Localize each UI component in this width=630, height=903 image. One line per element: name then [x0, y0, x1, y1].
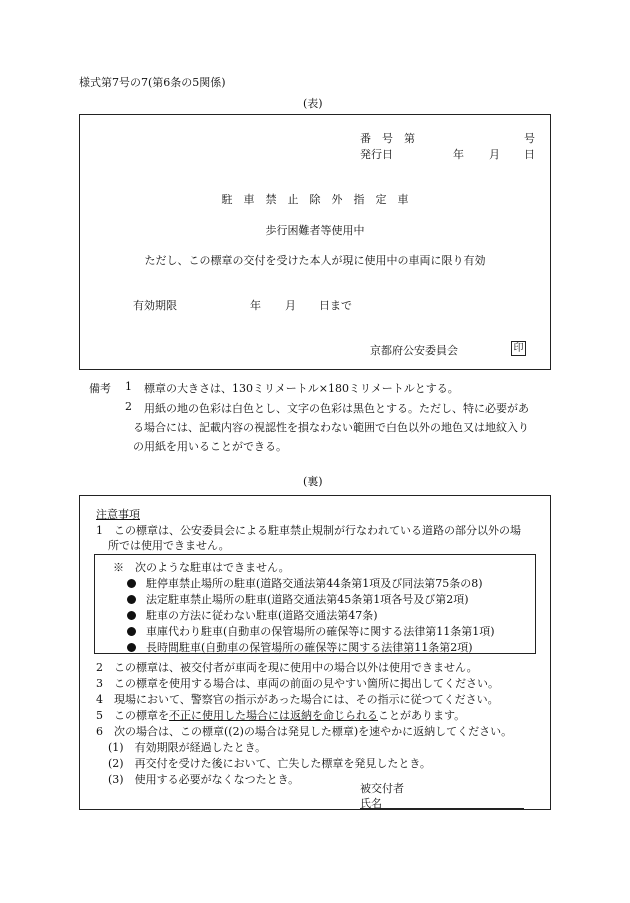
- remark-2-line2: る場合には、記載内容の視認性を損なわない範囲で白色以外の地色又は地紋入り: [133, 421, 529, 434]
- notice-title: 注意事項: [96, 508, 140, 521]
- inner-item: 駐車の方法に従わない駐車(道路交通法第47条): [127, 607, 378, 621]
- inner-item: 長時間駐車(自動車の保管場所の確保等に関する法律第11条第2項): [127, 639, 473, 653]
- prohibited-parking-box: [94, 554, 536, 654]
- validity-month: 月: [285, 299, 296, 312]
- item-3: 3 この標章を使用する場合は、車両の前面の見やすい箇所に掲出してください。: [96, 677, 499, 690]
- inner-item: 駐停車禁止場所の駐車(道路交通法第44条第1項及び同法第75条の8): [127, 575, 483, 589]
- number-label: 番 号 第: [360, 132, 415, 145]
- remark-2-num: 2: [125, 400, 132, 413]
- condition-text: ただし、この標章の交付を受けた本人が現に使用中の車両に限り有効: [144, 254, 486, 267]
- inner-item: 車庫代わり駐車(自動車の保管場所の確保等に関する法律第11条第1項): [127, 623, 495, 637]
- bullet-icon: [127, 611, 136, 620]
- inner-item: 法定駐車禁止場所の駐車(道路交通法第45条第1項各号及び第2項): [127, 591, 469, 605]
- remark-1-num: 1: [125, 380, 132, 393]
- front-panel: [79, 114, 551, 370]
- validity-until: 日まで: [319, 299, 352, 312]
- inner-header: ※ 次のような駐車はできません。: [113, 561, 290, 574]
- remark-2-line1: 用紙の地の色彩は白色とし、文字の色彩は黒色とする。ただし、特に必要があ: [144, 402, 529, 415]
- validity-year: 年: [250, 299, 261, 312]
- bullet-icon: [127, 627, 136, 636]
- issuer: 京都府公安委員会: [370, 344, 458, 357]
- bullet-icon: [127, 579, 136, 588]
- issue-date-label: 発行日: [360, 148, 393, 161]
- remark-2-line3: の用紙を用いることができる。: [133, 440, 287, 453]
- issue-month: 月: [489, 148, 500, 161]
- back-panel: [79, 495, 551, 810]
- item-6: 6 次の場合は、この標章((2)の場合は発見した標章)を速やかに返納してください。: [96, 725, 513, 738]
- name-label: 氏名: [360, 797, 382, 810]
- remarks-label: 備考: [89, 382, 111, 395]
- validity-label: 有効期限: [133, 299, 177, 312]
- sub-item-2: (2) 再交付を受けた後において、亡失した標章を発見したとき。: [108, 757, 431, 770]
- seal-mark: 印: [511, 341, 526, 356]
- item-5: 5 この標章を不正に使用した場合には返納を命じられることがあります。: [96, 709, 466, 722]
- issue-day: 日: [524, 148, 535, 161]
- sub-item-1: (1) 有効期限が経過したとき。: [108, 741, 267, 754]
- heading: 駐 車 禁 止 除 外 指 定 車: [221, 193, 409, 206]
- number-suffix: 号: [524, 132, 535, 145]
- recipient-label: 被交付者: [360, 782, 404, 795]
- form-title: 様式第7号の7(第6条の5関係): [79, 76, 226, 89]
- front-label: (表): [303, 97, 323, 110]
- remark-1-text: 標章の大きさは、130ミリメートル×180ミリメートルとする。: [144, 382, 459, 395]
- item-2: 2 この標章は、被交付者が車両を現に使用中の場合以外は使用できません。: [96, 661, 478, 674]
- bullet-icon: [127, 643, 136, 652]
- subheading: 歩行困難者等使用中: [265, 224, 365, 237]
- issue-year: 年: [453, 148, 464, 161]
- item-1-line1: 1 この標章は、公安委員会による駐車禁止規制が行なわれている道路の部分以外の場: [96, 524, 521, 537]
- name-underline: [360, 808, 524, 809]
- item-1-line2: 所では使用できません。: [108, 539, 230, 552]
- item-4: 4 現場において、警察官の指示があった場合には、その指示に従つてください。: [96, 693, 499, 706]
- bullet-icon: [127, 595, 136, 604]
- back-label: (裏): [303, 475, 323, 488]
- sub-item-3: (3) 使用する必要がなくなつたとき。: [108, 773, 300, 786]
